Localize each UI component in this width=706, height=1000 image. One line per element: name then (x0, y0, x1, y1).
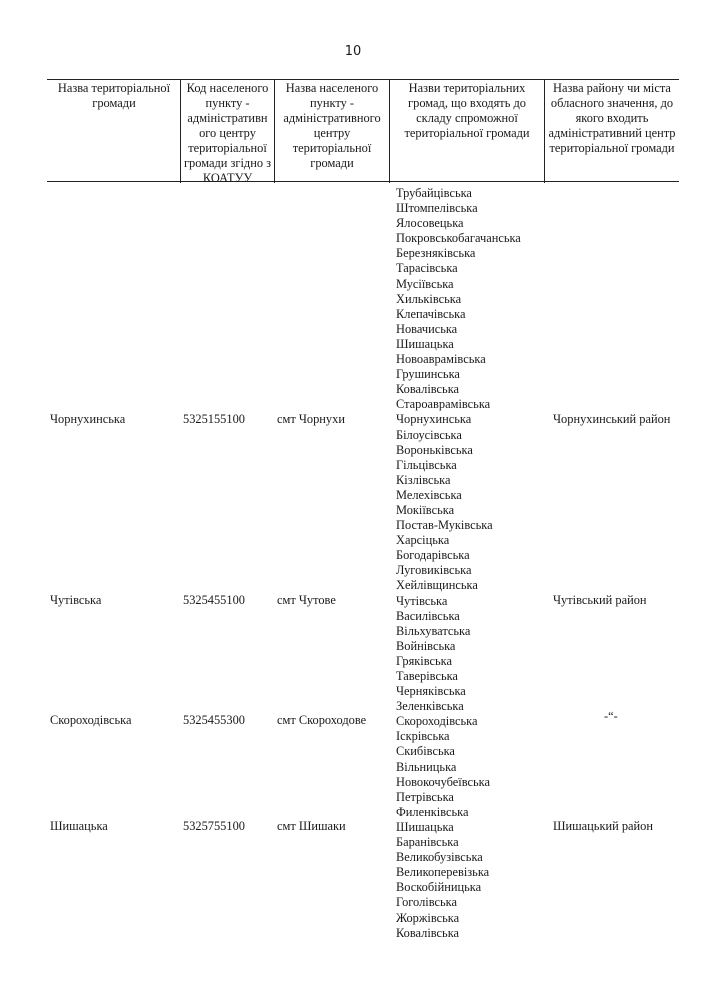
community-name: Скороходівська (50, 713, 132, 727)
member-community-item: Новачиська (396, 321, 458, 336)
member-community-item: Новокочубеївська (396, 774, 490, 789)
header-divider (274, 80, 275, 183)
header-district: Назва району чи міста обласного значення, до якого входить адміністративний центр територіальної громади (548, 81, 676, 155)
header-divider (544, 80, 545, 183)
settlement-name: смт Чорнухи (277, 412, 345, 426)
member-community-item: Староаврамівська (396, 397, 491, 412)
member-community-item: Штомпелівська (396, 201, 478, 216)
member-community-item: Баранівська (396, 835, 459, 850)
member-community-item: Білоусівська (396, 427, 462, 442)
member-community-item: Вільхуватська (396, 623, 471, 638)
member-community-item: Скибівська (396, 744, 455, 759)
member-community-item: Зеленківська (396, 699, 464, 714)
member-community-item: Трубайцівська (396, 186, 472, 200)
header-settlement-name: Назва населеного пункту - адміністративного центру територіальної громади (283, 81, 381, 170)
member-community-item: Мусіївська (396, 276, 454, 291)
header-divider (180, 80, 181, 183)
member-community-item: Чутівська (396, 593, 448, 608)
member-community-item: Покровськобагачанська (396, 231, 521, 246)
member-community-item: Таверівська (396, 669, 458, 683)
district-name: -“- (604, 709, 618, 723)
settlement-code: 5325755100 (183, 819, 245, 833)
header-community-name: Назва територіальної громади (57, 81, 171, 110)
member-community-item: Іскрівська (396, 729, 450, 744)
member-community-item: Ялосовецька (396, 216, 464, 231)
settlement-code: 5325155100 (183, 412, 245, 426)
member-community-item: Кізлівська (396, 472, 451, 487)
member-community-item: Мокіївська (396, 502, 455, 517)
settlement-name: смт Чутове (277, 593, 336, 607)
member-community-item: Вороньківська (396, 442, 473, 457)
settlement-name: смт Скороходове (277, 713, 367, 727)
member-community-item: Шишацька (396, 336, 454, 351)
member-community-item: Богодарівська (396, 548, 470, 563)
member-community-item: Хильківська (396, 291, 462, 306)
district-name: Шишацький район (553, 819, 653, 833)
member-community-item: Скороходівська (396, 714, 478, 729)
member-community-item: Гільцівська (396, 457, 457, 472)
settlement-code: 5325455100 (183, 593, 245, 607)
member-community-item: Чорнухинська (396, 412, 472, 427)
table-header (47, 79, 679, 185)
member-community-item: Великобузівська (396, 850, 483, 865)
member-community-item: Гряківська (396, 653, 452, 668)
member-community-item: Луговиківська (396, 563, 472, 578)
header-member-communities: Назви територіальних громад, що входять до складу спроможної територіальної громади (404, 81, 530, 140)
settlement-code: 5325455300 (183, 713, 245, 727)
member-community-item: Вільницька (396, 759, 457, 774)
member-community-item: Березняківська (396, 246, 476, 261)
community-name: Шишацька (50, 819, 108, 833)
header-divider (389, 80, 390, 183)
member-community-item: Воскобійницька (396, 880, 482, 895)
member-community-item: Тарасівська (396, 261, 458, 276)
member-community-item: Клепачівська (396, 306, 466, 321)
member-community-item: Войнівська (396, 638, 456, 653)
member-community-item: Шишацька (396, 819, 454, 834)
member-community-item: Харсіцька (396, 533, 450, 548)
community-name: Чутівська (50, 593, 102, 607)
member-community-item: Мелехівська (396, 487, 462, 502)
district-name: Чутівський район (553, 593, 647, 607)
member-community-item: Черняківська (396, 684, 466, 699)
settlement-name: смт Шишаки (277, 819, 346, 833)
district-name: Чорнухинський район (553, 412, 671, 426)
member-community-item: Великоперевізька (396, 865, 490, 880)
member-community-item: Грушинська (396, 367, 460, 382)
member-community-item: Постав-Муківська (396, 518, 493, 533)
community-name: Чорнухинська (50, 412, 126, 426)
header-settlement-code: Код населеного пункту - адміністративн ого центру територіальної громади згідно з КОАТУУ (183, 81, 272, 185)
member-community-item: Филенківська (396, 804, 469, 819)
member-communities-list (396, 186, 521, 941)
member-community-item: Хейлівщинська (396, 578, 478, 593)
member-community-item: Гоголівська (396, 895, 457, 910)
member-community-item: Ковалівська (396, 382, 460, 397)
member-community-item: Петрівська (396, 789, 454, 804)
member-community-item: Василівська (396, 608, 460, 623)
member-community-item: Новоаврамівська (396, 352, 486, 367)
member-community-item: Жоржівська (396, 910, 460, 925)
page-number: 10 (344, 44, 362, 59)
member-community-item: Ковалівська (396, 925, 460, 940)
